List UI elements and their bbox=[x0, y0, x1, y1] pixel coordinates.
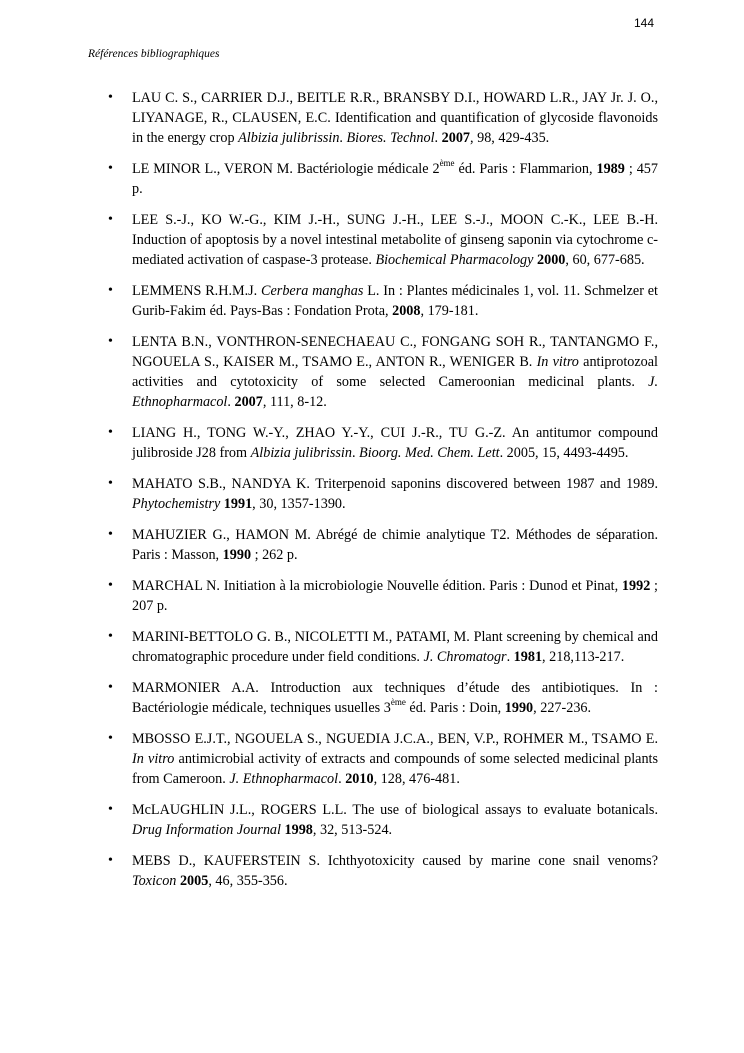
bullet-icon: • bbox=[108, 161, 113, 176]
reference-entry bbox=[88, 281, 658, 321]
text-segment: éd. Paris : Flammarion, bbox=[454, 161, 597, 177]
italic-segment: Drug Information Journal bbox=[132, 822, 281, 838]
text-segment: , 98, 429-435. bbox=[470, 130, 550, 146]
bullet-icon: • bbox=[108, 578, 113, 593]
reference-entry bbox=[88, 159, 658, 199]
bullet-icon: • bbox=[108, 90, 113, 105]
text-segment: , 46, 355-356. bbox=[208, 873, 288, 889]
text-segment: , 111, 8-12. bbox=[262, 394, 327, 410]
italic-segment: Albizia julibrissin bbox=[238, 130, 340, 146]
reference-text bbox=[132, 578, 658, 614]
reference-text bbox=[132, 680, 658, 716]
year-bold: 1989 bbox=[596, 161, 625, 177]
reference-entry bbox=[88, 332, 658, 412]
italic-segment: J. Chromatogr bbox=[423, 649, 507, 665]
reference-entry bbox=[88, 800, 658, 840]
reference-text bbox=[132, 425, 658, 461]
text-segment: , 218,113-217. bbox=[542, 649, 625, 665]
text-segment: . bbox=[227, 394, 235, 410]
text-segment: . bbox=[338, 771, 346, 787]
reference-entry bbox=[88, 576, 658, 616]
bullet-icon: • bbox=[108, 680, 113, 695]
text-segment: , 30, 1357-1390. bbox=[252, 496, 346, 512]
italic-segment: In vitro bbox=[132, 751, 175, 767]
reference-text bbox=[132, 629, 658, 665]
italic-segment: Biochemical Pharmacology bbox=[375, 252, 534, 268]
reference-entry bbox=[88, 525, 658, 565]
text-segment: ; 262 p. bbox=[251, 547, 298, 563]
running-title: Références bibliographiques bbox=[88, 48, 220, 60]
year-bold: 2010 bbox=[345, 771, 374, 787]
year-bold: 1998 bbox=[284, 822, 313, 838]
text-segment: MARMONIER A.A. Introduction aux techniques d’étude des antibiotiques. In : Bactériologie médicale, techniques usuelles 3 bbox=[132, 680, 658, 716]
text-segment: antimicrobial activity of extracts and compounds of some selected medicinal plants from Cameroon. bbox=[132, 751, 658, 787]
text-segment: , 227-236. bbox=[533, 700, 592, 716]
text-segment: MEBS D., KAUFERSTEIN S. Ichthyotoxicity caused by marine cone snail venoms? bbox=[132, 853, 658, 869]
italic-segment: Biores. Technol bbox=[346, 130, 435, 146]
italic-segment: In vitro bbox=[536, 354, 579, 370]
superscript: ème bbox=[439, 158, 455, 169]
text-segment: LENTA B.N., VONTHRON-SENECHAEAU C., FONGANG SOH R., TANTANGMO F., NGOUELA S., KAISER M., TSAMO E., ANTON R., WENIGER B. bbox=[132, 334, 658, 370]
text-segment: LAU C. S., CARRIER D.J., BEITLE R.R., BRANSBY D.I., HOWARD L.R., JAY Jr. J. O., LIYANAGE, R., CLAUSEN, E.C. Identification and quantification of glycoside flavonoids in the energy crop bbox=[132, 90, 658, 146]
reference-list bbox=[88, 88, 658, 902]
reference-entry bbox=[88, 851, 658, 891]
bullet-icon: • bbox=[108, 731, 113, 746]
reference-entry bbox=[88, 729, 658, 789]
reference-text bbox=[132, 527, 658, 563]
reference-entry bbox=[88, 210, 658, 270]
year-bold: 1990 bbox=[222, 547, 252, 563]
text-segment: , 128, 476-481. bbox=[373, 771, 460, 787]
bullet-icon: • bbox=[108, 629, 113, 644]
bullet-icon: • bbox=[108, 283, 113, 298]
year-bold: 2005 bbox=[179, 873, 209, 889]
reference-text bbox=[132, 212, 658, 268]
reference-entry bbox=[88, 627, 658, 667]
year-bold: 1992 bbox=[621, 578, 651, 594]
italic-segment: Cerbera manghas bbox=[261, 283, 364, 299]
italic-segment: Toxicon bbox=[132, 873, 177, 889]
bullet-icon: • bbox=[108, 476, 113, 491]
reference-entry bbox=[88, 423, 658, 463]
year-bold: 1981 bbox=[513, 649, 543, 665]
italic-segment: J. Ethnopharmacol bbox=[132, 374, 658, 410]
text-segment: . 2005, 15, 4493-4495. bbox=[499, 445, 629, 461]
bullet-icon: • bbox=[108, 527, 113, 542]
reference-text bbox=[132, 853, 658, 889]
reference-entry bbox=[88, 88, 658, 148]
bullet-icon: • bbox=[108, 802, 113, 817]
text-segment: . bbox=[339, 130, 347, 146]
italic-segment: J. Ethnopharmacol bbox=[229, 771, 339, 787]
reference-entry bbox=[88, 474, 658, 514]
italic-segment: Bioorg. Med. Chem. Lett bbox=[359, 445, 500, 461]
reference-entry bbox=[88, 678, 658, 718]
page-number: 144 bbox=[633, 16, 654, 30]
italic-segment: Phytochemistry bbox=[132, 496, 221, 512]
text-segment: LE MINOR L., VERON M. Bactériologie médicale 2 bbox=[132, 161, 440, 177]
bullet-icon: • bbox=[108, 425, 113, 440]
reference-text bbox=[132, 802, 658, 838]
text-segment: , 179-181. bbox=[420, 303, 479, 319]
text-segment: . bbox=[506, 649, 514, 665]
text-segment: MARINI-BETTOLO G. B., NICOLETTI M., PATAMI, M. Plant screening by chemical and chromatographic procedure under field conditions. bbox=[132, 629, 658, 665]
text-segment: MBOSSO E.J.T., NGOUELA S., NGUEDIA J.C.A., BEN, V.P., ROHMER M., TSAMO E. bbox=[132, 731, 658, 747]
bullet-icon: • bbox=[108, 334, 113, 349]
reference-text bbox=[132, 731, 658, 787]
text-segment: ; 207 p. bbox=[132, 578, 658, 614]
year-bold: 2007 bbox=[441, 130, 470, 146]
text-segment: LIANG H., TONG W.-Y., ZHAO Y.-Y., CUI J.-R., TU G.-Z. An antitumor compound julibroside J28 from bbox=[132, 425, 658, 461]
text-segment: . bbox=[351, 445, 360, 461]
year-bold: 2008 bbox=[392, 303, 421, 319]
text-segment: , 32, 513-524. bbox=[312, 822, 393, 838]
year-bold: 2000 bbox=[537, 252, 566, 268]
reference-text bbox=[132, 283, 658, 319]
text-segment: L. In : Plantes médicinales 1, vol. 11. Schmelzer et Gurib-Fakim éd. Pays-Bas : Fondation Prota, bbox=[132, 283, 658, 319]
superscript: ème bbox=[390, 697, 406, 708]
italic-segment: Albizia julibrissin bbox=[250, 445, 352, 461]
bullet-icon: • bbox=[108, 853, 113, 868]
reference-text bbox=[132, 334, 658, 410]
year-bold: 2007 bbox=[234, 394, 263, 410]
text-segment: ; 457 p. bbox=[132, 161, 658, 197]
text-segment: . bbox=[434, 130, 442, 146]
text-segment: MAHUZIER G., HAMON M. Abrégé de chimie analytique T2. Méthodes de séparation. Paris : Masson, bbox=[132, 527, 658, 563]
text-segment: antiprotozoal activities and cytotoxicity of some selected Cameroonian medicinal plants. bbox=[132, 354, 658, 390]
reference-text bbox=[132, 476, 658, 512]
text-segment: MAHATO S.B., NANDYA K. Triterpenoid saponins discovered between 1987 and 1989. bbox=[132, 476, 658, 492]
text-segment: LEE S.-J., KO W.-G., KIM J.-H., SUNG J.-H., LEE S.-J., MOON C.-K., LEE B.-H. Induction of apoptosis by a novel intestinal metabolite of ginseng saponin via cytochrome c-mediated activation of caspase-3 protease. bbox=[132, 212, 658, 268]
reference-text bbox=[132, 158, 658, 197]
text-segment: éd. Paris : Doin, bbox=[405, 700, 505, 716]
year-bold: 1991 bbox=[223, 496, 253, 512]
text-segment: McLAUGHLIN J.L., ROGERS L.L. The use of biological assays to evaluate botanicals. bbox=[132, 802, 658, 818]
text-segment: , 60, 677-685. bbox=[565, 252, 645, 268]
text-segment: MARCHAL N. Initiation à la microbiologie Nouvelle édition. Paris : Dunod et Pinat, bbox=[132, 578, 622, 594]
bullet-icon: • bbox=[108, 212, 113, 227]
year-bold: 1990 bbox=[504, 700, 534, 716]
reference-text bbox=[132, 90, 658, 146]
text-segment: LEMMENS R.H.M.J. bbox=[132, 283, 262, 299]
